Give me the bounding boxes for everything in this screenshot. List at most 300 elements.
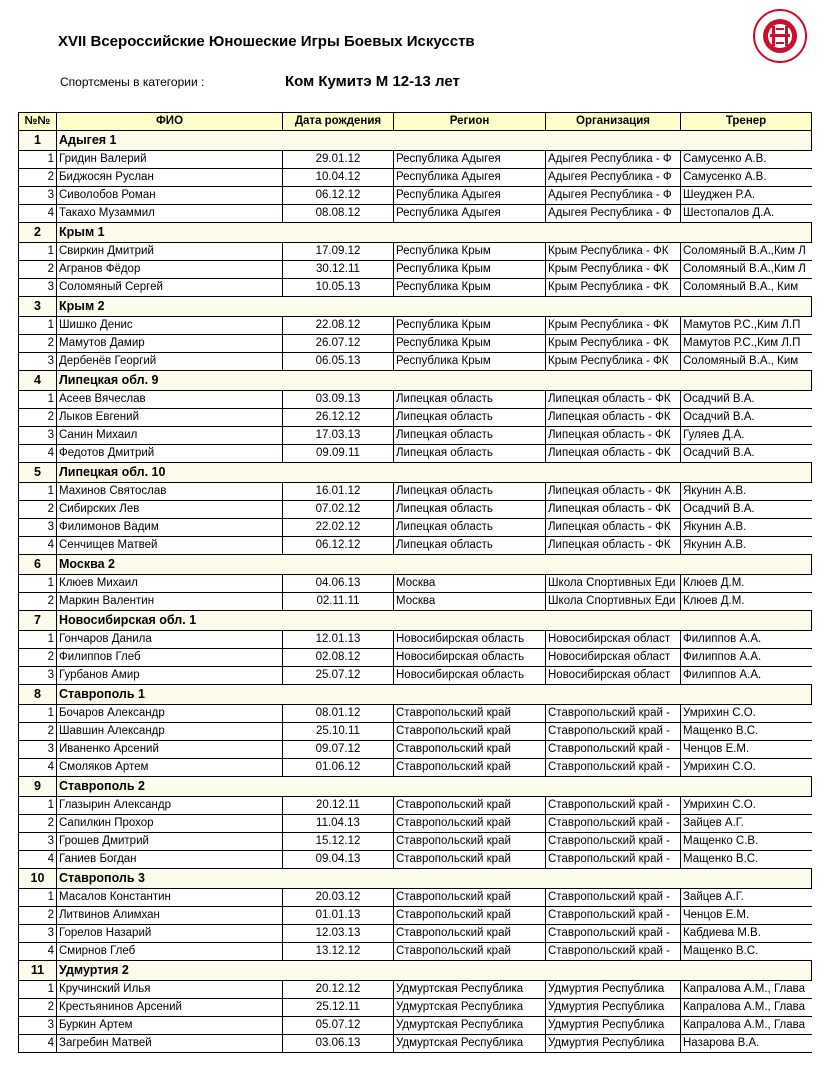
athlete-region: Ставропольский край [394, 925, 546, 943]
athlete-region: Республика Крым [394, 317, 546, 335]
athlete-birthdate: 02.08.12 [283, 649, 394, 667]
athlete-trainer: Гуляев Д.А. [681, 427, 812, 445]
athlete-name: Гридин Валерий [57, 151, 283, 169]
athlete-organization: Ставропольский край - [546, 797, 681, 815]
athlete-trainer: Ченцов Е.М. [681, 741, 812, 759]
table-row [19, 501, 812, 519]
athlete-region: Липецкая область [394, 501, 546, 519]
athlete-name: Махинов Святослав [57, 483, 283, 501]
team-number: 9 [19, 777, 57, 797]
athlete-organization: Крым Республика - ФК [546, 317, 681, 335]
athlete-trainer: Соломяный В.А., Ким [681, 353, 812, 371]
athlete-index: 1 [19, 889, 57, 907]
athlete-birthdate: 06.05.13 [283, 353, 394, 371]
athlete-trainer: Умрихин С.О. [681, 797, 812, 815]
athlete-name: Литвинов Алимхан [57, 907, 283, 925]
athlete-trainer: Капралова А.М., Глава [681, 999, 812, 1017]
athlete-organization: Школа Спортивных Еди [546, 593, 681, 611]
athlete-trainer: Зайцев А.Г. [681, 815, 812, 833]
athlete-name: Бочаров Александр [57, 705, 283, 723]
team-number: 5 [19, 463, 57, 483]
athlete-trainer: Клюев Д.М. [681, 593, 812, 611]
athlete-region: Новосибирская область [394, 631, 546, 649]
athlete-index: 3 [19, 667, 57, 685]
team-group-row [19, 777, 812, 797]
athlete-trainer: Осадчий В.А. [681, 445, 812, 463]
athlete-index: 4 [19, 851, 57, 869]
athlete-birthdate: 22.02.12 [283, 519, 394, 537]
athlete-birthdate: 20.12.11 [283, 797, 394, 815]
table-row [19, 243, 812, 261]
athlete-trainer: Ченцов Е.М. [681, 907, 812, 925]
athlete-region: Новосибирская область [394, 667, 546, 685]
athlete-birthdate: 01.06.12 [283, 759, 394, 777]
table-row [19, 391, 812, 409]
team-number: 10 [19, 869, 57, 889]
athlete-index: 3 [19, 925, 57, 943]
athlete-region: Липецкая область [394, 427, 546, 445]
team-number: 4 [19, 371, 57, 391]
team-name: Москва 2 [57, 555, 812, 575]
team-number: 6 [19, 555, 57, 575]
athlete-index: 3 [19, 519, 57, 537]
athlete-index: 3 [19, 187, 57, 205]
athlete-index: 2 [19, 815, 57, 833]
athlete-region: Республика Крым [394, 353, 546, 371]
team-number: 8 [19, 685, 57, 705]
athlete-name: Такахо Музаммил [57, 205, 283, 223]
team-name: Крым 1 [57, 223, 812, 243]
athlete-name: Иваненко Арсений [57, 741, 283, 759]
athlete-index: 3 [19, 353, 57, 371]
athlete-name: Филиппов Глеб [57, 649, 283, 667]
athlete-birthdate: 03.06.13 [283, 1035, 394, 1053]
table-body [19, 131, 812, 1053]
athlete-organization: Школа Спортивных Еди [546, 575, 681, 593]
table-row [19, 261, 812, 279]
athlete-region: Москва [394, 593, 546, 611]
table-row [19, 833, 812, 851]
athlete-organization: Удмуртия Республика [546, 1035, 681, 1053]
athlete-region: Липецкая область [394, 409, 546, 427]
athlete-birthdate: 25.10.11 [283, 723, 394, 741]
athlete-organization: Новосибирская област [546, 667, 681, 685]
athlete-region: Республика Крым [394, 279, 546, 297]
team-group-row [19, 223, 812, 243]
team-name: Ставрополь 1 [57, 685, 812, 705]
athlete-organization: Новосибирская област [546, 649, 681, 667]
athlete-organization: Ставропольский край - [546, 705, 681, 723]
athlete-organization: Адыгея Республика - Ф [546, 205, 681, 223]
athlete-trainer: Капралова А.М., Глава [681, 1017, 812, 1035]
athlete-name: Буркин Артем [57, 1017, 283, 1035]
athlete-name: Асеев Вячеслав [57, 391, 283, 409]
table-header-row [19, 113, 812, 131]
athlete-index: 4 [19, 205, 57, 223]
athlete-birthdate: 06.12.12 [283, 187, 394, 205]
athlete-index: 4 [19, 759, 57, 777]
table-row [19, 279, 812, 297]
athlete-region: Удмуртская Республика [394, 981, 546, 999]
team-name: Ставрополь 2 [57, 777, 812, 797]
team-group-row [19, 297, 812, 317]
team-name: Адыгея 1 [57, 131, 812, 151]
athlete-name: Загребин Матвей [57, 1035, 283, 1053]
athlete-name: Гончаров Данила [57, 631, 283, 649]
athlete-birthdate: 20.03.12 [283, 889, 394, 907]
athlete-name: Крестьянинов Арсений [57, 999, 283, 1017]
athlete-organization: Крым Республика - ФК [546, 279, 681, 297]
athlete-organization: Ставропольский край - [546, 943, 681, 961]
team-name: Липецкая обл. 9 [57, 371, 812, 391]
table-row [19, 925, 812, 943]
athlete-trainer: Осадчий В.А. [681, 409, 812, 427]
athlete-index: 3 [19, 1017, 57, 1035]
table-row [19, 705, 812, 723]
column-header-birthdate: Дата рождения [283, 113, 394, 131]
team-group-row [19, 685, 812, 705]
athlete-name: Ганиев Богдан [57, 851, 283, 869]
table-row [19, 445, 812, 463]
athlete-birthdate: 09.04.13 [283, 851, 394, 869]
athlete-name: Маркин Валентин [57, 593, 283, 611]
athlete-region: Удмуртская Республика [394, 999, 546, 1017]
athlete-organization: Ставропольский край - [546, 925, 681, 943]
table-row [19, 483, 812, 501]
athlete-organization: Удмуртия Республика [546, 1017, 681, 1035]
table-row [19, 649, 812, 667]
table-row [19, 575, 812, 593]
athlete-region: Липецкая область [394, 391, 546, 409]
athlete-trainer: Соломяный В.А.,Ким Л [681, 261, 812, 279]
athlete-birthdate: 15.12.12 [283, 833, 394, 851]
athlete-region: Удмуртская Республика [394, 1017, 546, 1035]
athlete-organization: Крым Республика - ФК [546, 261, 681, 279]
athlete-index: 1 [19, 151, 57, 169]
athlete-region: Республика Адыгея [394, 187, 546, 205]
column-header-organization: Организация [546, 113, 681, 131]
athlete-name: Филимонов Вадим [57, 519, 283, 537]
table-row [19, 205, 812, 223]
athlete-index: 4 [19, 445, 57, 463]
athlete-birthdate: 01.01.13 [283, 907, 394, 925]
athlete-region: Липецкая область [394, 519, 546, 537]
table-row [19, 999, 812, 1017]
table-row [19, 797, 812, 815]
athlete-index: 2 [19, 723, 57, 741]
table-row [19, 981, 812, 999]
athlete-region: Ставропольский край [394, 723, 546, 741]
athlete-name: Шавшин Александр [57, 723, 283, 741]
athlete-index: 2 [19, 907, 57, 925]
team-number: 1 [19, 131, 57, 151]
athlete-region: Ставропольский край [394, 797, 546, 815]
team-name: Ставрополь 3 [57, 869, 812, 889]
athlete-trainer: Мащенко В.С. [681, 943, 812, 961]
athlete-trainer: Шеуджен Р.А. [681, 187, 812, 205]
athlete-organization: Адыгея Республика - Ф [546, 187, 681, 205]
athlete-trainer: Зайцев А.Г. [681, 889, 812, 907]
athlete-index: 1 [19, 981, 57, 999]
table-row [19, 519, 812, 537]
category-label: Спортсмены в категории : [60, 75, 205, 89]
team-name: Липецкая обл. 10 [57, 463, 812, 483]
athlete-trainer: Мащенко В.С. [681, 851, 812, 869]
table-row [19, 943, 812, 961]
table-row [19, 631, 812, 649]
athlete-region: Республика Крым [394, 261, 546, 279]
athlete-organization: Удмуртия Республика [546, 999, 681, 1017]
table-row [19, 335, 812, 353]
team-group-row [19, 611, 812, 631]
athlete-birthdate: 26.12.12 [283, 409, 394, 427]
athlete-name: Глазырин Александр [57, 797, 283, 815]
athlete-organization: Липецкая область - ФК [546, 483, 681, 501]
athlete-trainer: Якунин А.В. [681, 483, 812, 501]
athlete-index: 1 [19, 317, 57, 335]
athlete-trainer: Соломяный В.А.,Ким Л [681, 243, 812, 261]
athlete-organization: Адыгея Республика - Ф [546, 151, 681, 169]
athlete-name: Клюев Михаил [57, 575, 283, 593]
athlete-region: Липецкая область [394, 445, 546, 463]
table-row [19, 741, 812, 759]
athlete-organization: Ставропольский край - [546, 741, 681, 759]
athlete-birthdate: 22.08.12 [283, 317, 394, 335]
athlete-birthdate: 06.12.12 [283, 537, 394, 555]
athletes-table [18, 112, 812, 1053]
athlete-region: Ставропольский край [394, 741, 546, 759]
athlete-organization: Липецкая область - ФК [546, 519, 681, 537]
athlete-name: Сибирских Лев [57, 501, 283, 519]
athlete-index: 3 [19, 279, 57, 297]
team-name: Новосибирская обл. 1 [57, 611, 812, 631]
document-title: XVII Всероссийские Юношеские Игры Боевых Искусств [58, 33, 475, 50]
athlete-index: 2 [19, 999, 57, 1017]
athlete-birthdate: 04.06.13 [283, 575, 394, 593]
athlete-organization: Ставропольский край - [546, 889, 681, 907]
team-group-row [19, 371, 812, 391]
team-number: 11 [19, 961, 57, 981]
athlete-trainer: Соломяный В.А., Ким [681, 279, 812, 297]
athlete-trainer: Мащенко С.В. [681, 833, 812, 851]
team-number: 3 [19, 297, 57, 317]
athlete-organization: Новосибирская област [546, 631, 681, 649]
team-group-row [19, 869, 812, 889]
table-row [19, 723, 812, 741]
athlete-birthdate: 12.01.13 [283, 631, 394, 649]
athlete-birthdate: 13.12.12 [283, 943, 394, 961]
athlete-trainer: Мамутов Р.С.,Ким Л.П [681, 317, 812, 335]
athlete-trainer: Кабдиева М.В. [681, 925, 812, 943]
athlete-name: Лыков Евгений [57, 409, 283, 427]
athlete-name: Мамутов Дамир [57, 335, 283, 353]
table-row [19, 409, 812, 427]
column-header-fio: ФИО [57, 113, 283, 131]
athlete-birthdate: 30.12.11 [283, 261, 394, 279]
athlete-index: 1 [19, 575, 57, 593]
team-number: 7 [19, 611, 57, 631]
athlete-trainer: Осадчий В.А. [681, 501, 812, 519]
athlete-birthdate: 17.03.13 [283, 427, 394, 445]
athlete-index: 4 [19, 1035, 57, 1053]
athlete-birthdate: 10.05.13 [283, 279, 394, 297]
athlete-name: Кручинский Илья [57, 981, 283, 999]
team-group-row [19, 463, 812, 483]
athlete-organization: Ставропольский край - [546, 851, 681, 869]
athlete-index: 2 [19, 169, 57, 187]
athlete-name: Смирнов Глеб [57, 943, 283, 961]
athlete-index: 1 [19, 243, 57, 261]
athlete-region: Ставропольский край [394, 851, 546, 869]
athlete-index: 2 [19, 261, 57, 279]
athlete-trainer: Мащенко В.С. [681, 723, 812, 741]
athlete-region: Липецкая область [394, 537, 546, 555]
athlete-trainer: Якунин А.В. [681, 519, 812, 537]
athlete-region: Ставропольский край [394, 705, 546, 723]
athlete-region: Ставропольский край [394, 759, 546, 777]
athlete-region: Республика Крым [394, 243, 546, 261]
athlete-birthdate: 25.07.12 [283, 667, 394, 685]
athlete-name: Масалов Константин [57, 889, 283, 907]
table-row [19, 1017, 812, 1035]
athlete-index: 2 [19, 335, 57, 353]
athlete-index: 3 [19, 741, 57, 759]
athlete-index: 1 [19, 631, 57, 649]
athlete-organization: Крым Республика - ФК [546, 243, 681, 261]
athlete-region: Ставропольский край [394, 815, 546, 833]
federation-emblem-icon [752, 8, 808, 64]
athlete-trainer: Умрихин С.О. [681, 759, 812, 777]
athlete-organization: Ставропольский край - [546, 759, 681, 777]
athlete-trainer: Якунин А.В. [681, 537, 812, 555]
athlete-birthdate: 07.02.12 [283, 501, 394, 519]
athlete-birthdate: 03.09.13 [283, 391, 394, 409]
athlete-region: Республика Адыгея [394, 169, 546, 187]
athlete-organization: Липецкая область - ФК [546, 445, 681, 463]
table-row [19, 169, 812, 187]
athlete-name: Горелов Назарий [57, 925, 283, 943]
table-row [19, 759, 812, 777]
athlete-index: 2 [19, 501, 57, 519]
athlete-index: 1 [19, 391, 57, 409]
table-row [19, 851, 812, 869]
table-row [19, 907, 812, 925]
athlete-index: 3 [19, 833, 57, 851]
athlete-organization: Крым Республика - ФК [546, 335, 681, 353]
athlete-trainer: Клюев Д.М. [681, 575, 812, 593]
table-row [19, 317, 812, 335]
athlete-organization: Удмуртия Республика [546, 981, 681, 999]
table-row [19, 427, 812, 445]
athlete-organization: Крым Республика - ФК [546, 353, 681, 371]
table-row [19, 353, 812, 371]
team-group-row [19, 555, 812, 575]
athlete-region: Ставропольский край [394, 889, 546, 907]
athlete-organization: Липецкая область - ФК [546, 391, 681, 409]
athlete-region: Ставропольский край [394, 907, 546, 925]
athlete-name: Агранов Фёдор [57, 261, 283, 279]
athlete-trainer: Осадчий В.А. [681, 391, 812, 409]
athlete-organization: Адыгея Республика - Ф [546, 169, 681, 187]
athlete-organization: Ставропольский край - [546, 833, 681, 851]
athlete-birthdate: 26.07.12 [283, 335, 394, 353]
athlete-birthdate: 16.01.12 [283, 483, 394, 501]
athlete-trainer: Мамутов Р.С.,Ким Л.П [681, 335, 812, 353]
athlete-trainer: Капралова А.М., Глава [681, 981, 812, 999]
athlete-birthdate: 09.09.11 [283, 445, 394, 463]
team-name: Крым 2 [57, 297, 812, 317]
athlete-index: 2 [19, 649, 57, 667]
athlete-name: Федотов Дмитрий [57, 445, 283, 463]
table-row [19, 1035, 812, 1053]
table-row [19, 889, 812, 907]
athlete-birthdate: 10.04.12 [283, 169, 394, 187]
athlete-birthdate: 09.07.12 [283, 741, 394, 759]
athlete-index: 2 [19, 593, 57, 611]
table-row [19, 187, 812, 205]
team-name: Удмуртия 2 [57, 961, 812, 981]
team-group-row [19, 961, 812, 981]
athlete-birthdate: 29.01.12 [283, 151, 394, 169]
athlete-name: Санин Михаил [57, 427, 283, 445]
athlete-organization: Липецкая область - ФК [546, 409, 681, 427]
athlete-organization: Липецкая область - ФК [546, 501, 681, 519]
table-row [19, 537, 812, 555]
athlete-region: Москва [394, 575, 546, 593]
athlete-name: Сиволобов Роман [57, 187, 283, 205]
athlete-region: Ставропольский край [394, 943, 546, 961]
column-header-number: №№ [19, 113, 57, 131]
athlete-trainer: Филиппов А.А. [681, 667, 812, 685]
athlete-name: Свиркин Дмитрий [57, 243, 283, 261]
athlete-trainer: Филиппов А.А. [681, 649, 812, 667]
athlete-name: Гурбанов Амир [57, 667, 283, 685]
athlete-region: Ставропольский край [394, 833, 546, 851]
athlete-index: 1 [19, 705, 57, 723]
athlete-name: Грошев Дмитрий [57, 833, 283, 851]
athlete-index: 4 [19, 537, 57, 555]
athlete-trainer: Умрихин С.О. [681, 705, 812, 723]
athlete-trainer: Самусенко А.В. [681, 151, 812, 169]
table-row [19, 667, 812, 685]
athlete-name: Биджосян Руслан [57, 169, 283, 187]
athlete-birthdate: 05.07.12 [283, 1017, 394, 1035]
athlete-trainer: Филиппов А.А. [681, 631, 812, 649]
athlete-organization: Липецкая область - ФК [546, 537, 681, 555]
athlete-birthdate: 08.08.12 [283, 205, 394, 223]
athlete-birthdate: 02.11.11 [283, 593, 394, 611]
team-group-row [19, 131, 812, 151]
athlete-name: Сенчищев Матвей [57, 537, 283, 555]
athlete-organization: Ставропольский край - [546, 815, 681, 833]
table-row [19, 815, 812, 833]
athlete-name: Шишко Денис [57, 317, 283, 335]
athlete-birthdate: 25.12.11 [283, 999, 394, 1017]
athlete-index: 1 [19, 483, 57, 501]
athlete-name: Соломяный Сергей [57, 279, 283, 297]
athlete-name: Смоляков Артем [57, 759, 283, 777]
team-number: 2 [19, 223, 57, 243]
athlete-name: Дербенёв Георгий [57, 353, 283, 371]
athlete-region: Липецкая область [394, 483, 546, 501]
athlete-index: 1 [19, 797, 57, 815]
table-row [19, 593, 812, 611]
athlete-name: Сапилкин Прохор [57, 815, 283, 833]
column-header-trainer: Тренер [681, 113, 812, 131]
athlete-birthdate: 08.01.12 [283, 705, 394, 723]
athlete-region: Удмуртская Республика [394, 1035, 546, 1053]
column-header-region: Регион [394, 113, 546, 131]
